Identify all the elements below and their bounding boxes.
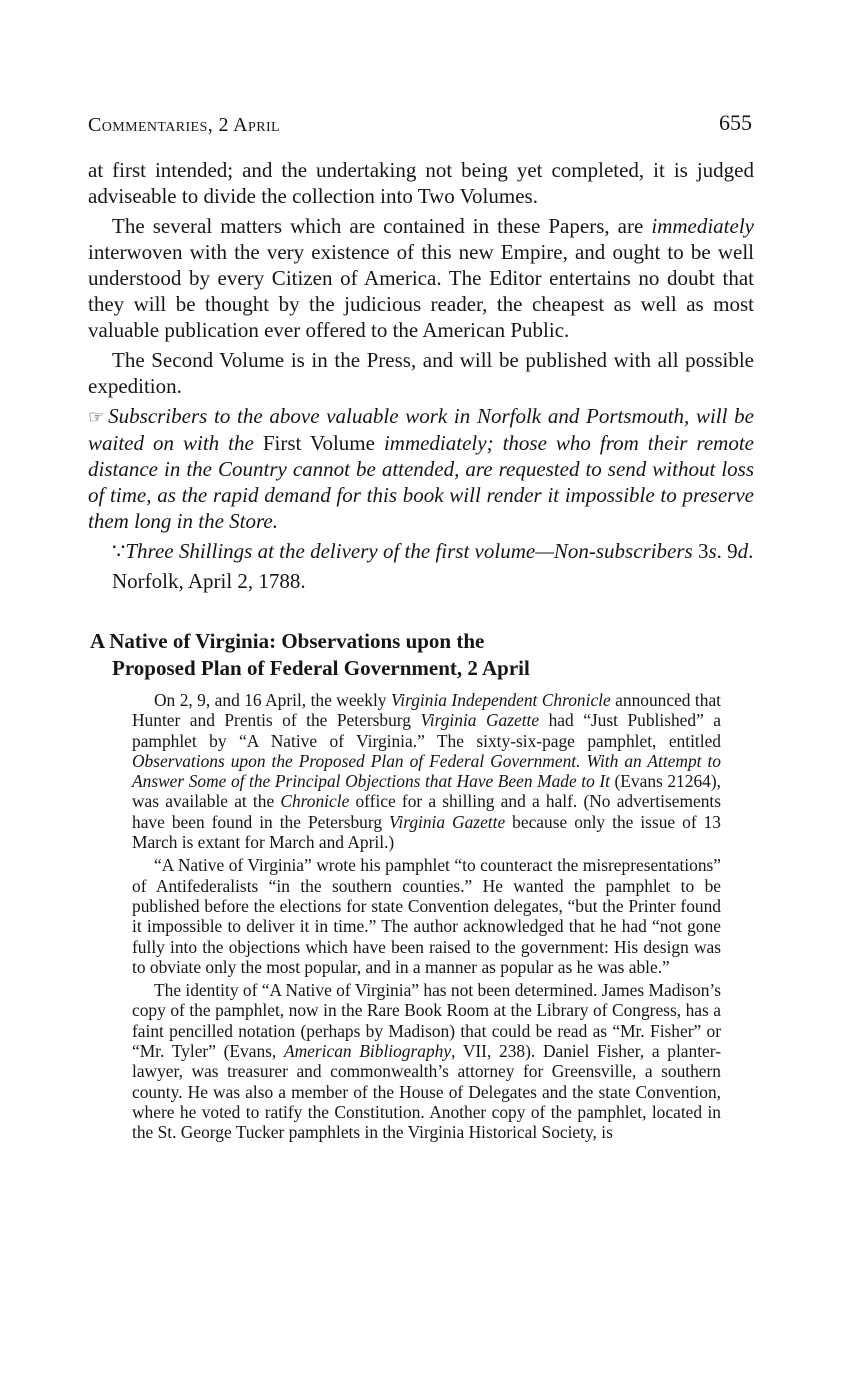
pointing-hand-icon: ☞ — [88, 407, 105, 427]
paragraph-text: because only the issue of 13 March is extant for March and April.) — [132, 811, 721, 853]
paragraph-text: The several matters which are contained in these Papers, are — [112, 214, 652, 238]
advertisement-text — [88, 157, 754, 598]
paragraph-text: interwoven with the very existence of this new Empire, and ought to be well understood by every Citizen of America. The Editor entertains no doubt that they will be thought by the judicious reader, the cheapest as well as most valuable publication ever offered to the American Public. — [88, 240, 754, 342]
paragraph-text: , VII, 238). Daniel Fisher, a planter-lawyer, was treasurer and commonwealth’s attorney for Greensville, a southern county. He was also a member of the House of Delegates and the state Convention, where he voted to ratify the Constitution. Another copy of the pamphlet, located in the St. George Tucker pamphlets in the Virginia Historical Society, is — [132, 1041, 721, 1143]
heading-line: A Native of Virginia: Observations upon the — [90, 629, 485, 653]
title-text: American Bibliography — [283, 1041, 452, 1062]
headnote-paragraph — [132, 980, 721, 1142]
page-number: 655 — [719, 110, 752, 135]
paragraph-text: Subscribers to the above valuable work in Norfolk and Portsmouth, will be waited on with the — [88, 404, 754, 455]
paragraph-text: Three Shillings at the delivery of the first volume—Non-subscribers — [125, 539, 698, 563]
roman-text: 3 — [697, 539, 709, 563]
headnote — [132, 690, 721, 1146]
paragraph — [88, 213, 754, 343]
paragraph-text: (Evans 21264), was available at the — [132, 771, 721, 812]
headnote-paragraph — [132, 855, 721, 977]
paragraph-text: office for a shilling and a half. (No advertisements have been found in the Petersburg — [132, 791, 721, 832]
dateline-text: Norfolk, April 2, 1788. — [112, 569, 306, 593]
headnote-paragraph — [132, 690, 721, 852]
because-symbol-icon: ∵ — [112, 539, 126, 563]
title-text: Observations upon the Proposed Plan of Federal Government. With an Attempt to Answer Some of the Principal Objections that Have Been Made to It — [132, 750, 721, 792]
roman-text: First Volume — [262, 431, 375, 455]
roman-text: . — [748, 539, 754, 563]
emphasis-text: s — [708, 539, 717, 563]
title-text: Virginia Independent Chronicle — [390, 690, 611, 710]
dateline — [88, 568, 754, 594]
paragraph-text: The Second Volume is in the Press, and will be published with all possible expedition. — [88, 348, 754, 398]
roman-text: . 9 — [716, 539, 738, 563]
paragraph-text: The identity of “A Native of Virginia” has not been determined. James Madison’s copy of the pamphlet, now in the Rare Book Room at the Library of Congress, has a faint pencilled notation (perhaps by Madison) that could be read as “Mr. Fisher” or “Mr. Tyler” (Evans, — [132, 980, 721, 1062]
paragraph-text: On 2, 9, and 16 April, the weekly — [154, 690, 391, 710]
paragraph — [88, 347, 754, 399]
running-head-title: Commentaries, 2 April — [88, 114, 280, 136]
paragraph — [88, 403, 754, 534]
paragraph-text: announced that Hunter and Prentis of the Petersburg — [132, 690, 722, 731]
emphasis-text: d — [737, 539, 749, 563]
paragraph-text: immediately; those who from their remote distance in the Country cannot be attended, are requested to send without loss of time, as the rapid demand for this book will render it impossible to preserve them long in the Store. — [88, 431, 754, 533]
paragraph-text: at first intended; and the undertaking not being yet completed, it is judged adviseable to divide the collection into Two Volumes. — [88, 158, 754, 208]
heading-line: Proposed Plan of Federal Government, 2 April — [112, 656, 530, 680]
running-head — [88, 110, 752, 140]
paragraph — [88, 538, 754, 564]
section-heading — [90, 628, 690, 682]
paragraph — [88, 157, 754, 209]
title-text: Virginia Gazette — [389, 811, 506, 832]
emphasis-text: immediately — [651, 214, 754, 238]
paragraph-text: had “Just Published” a pamphlet by “A Native of Virginia.” The sixty-six-page pamphlet, entitled — [132, 710, 721, 751]
title-text: Virginia Gazette — [420, 710, 540, 731]
paragraph-text: “A Native of Virginia” wrote his pamphlet “to counteract the misrepresentations” of Antifederalists “in the southern counties.” He wanted the pamphlet to be published before the elections for state Convention delegates, “but the Printer found it impossible to deliver it in time.” The author acknowledged that he had “not gone fully into the objections which have been raised to the government: His design was to obviate only the most popular, and in a manner as popular as he was able.” — [132, 855, 721, 977]
title-text: Chronicle — [280, 791, 350, 812]
